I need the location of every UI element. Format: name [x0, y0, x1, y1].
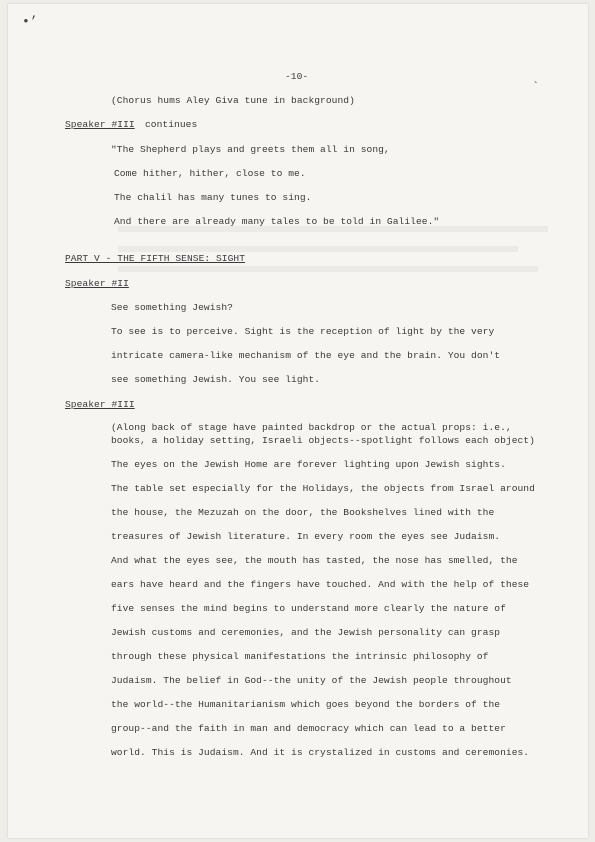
poem-line: "The Shepherd plays and greets them all in song, — [111, 144, 390, 155]
dialogue-line: five senses the mind begins to understand more clearly the nature of — [111, 603, 506, 614]
bleed-through — [118, 246, 518, 252]
dialogue-line: To see is to perceive. Sight is the reception of light by the very — [111, 326, 495, 337]
dialogue-line: Jewish customs and ceremonies, and the Jewish personality can grasp — [111, 627, 501, 638]
poem-line: And there are already many tales to be told in Galilee." — [114, 216, 440, 227]
dialogue-line: And what the eyes see, the mouth has tasted, the nose has smelled, the — [111, 555, 518, 566]
stage-direction: (Chorus hums Aley Giva tune in background) — [111, 95, 355, 106]
document-page — [8, 4, 588, 838]
dialogue-line: the house, the Mezuzah on the door, the Bookshelves lined with the — [111, 507, 495, 518]
corner-mark: •’ — [22, 14, 38, 29]
dialogue-line: See something Jewish? — [111, 302, 233, 313]
dialogue-line: see something Jewish. You see light. — [111, 374, 321, 385]
dialogue-line: The table set especially for the Holidays, the objects from Israel around — [111, 483, 535, 494]
bleed-through — [118, 266, 538, 272]
pencil-mark: ` — [532, 80, 540, 94]
speaker-label: Speaker #III — [65, 399, 135, 410]
page-number: -10- — [285, 71, 309, 82]
speaker-label: Speaker #III — [65, 119, 135, 130]
stage-direction: (Along back of stage have painted backdrop or the actual props: i.e., — [111, 422, 512, 433]
dialogue-line: group--and the faith in man and democracy which can lead to a better — [111, 723, 506, 734]
dialogue-line: through these physical manifestations the intrinsic philosophy of — [111, 651, 489, 662]
speaker-label: Speaker #II — [65, 278, 129, 289]
stage-direction: books, a holiday setting, Israeli objects--spotlight follows each object) — [111, 435, 535, 446]
dialogue-line: treasures of Jewish literature. In every room the eyes see Judaism. — [111, 531, 501, 542]
dialogue-line: Judaism. The belief in God--the unity of the Jewish people throughout — [111, 675, 512, 686]
dialogue-line: the world--the Humanitarianism which goes beyond the borders of the — [111, 699, 501, 710]
dialogue-line: intricate camera-like mechanism of the eye and the brain. You don't — [111, 350, 501, 361]
section-heading: PART V - THE FIFTH SENSE: SIGHT — [65, 253, 246, 264]
speaker-continues: continues — [145, 119, 198, 130]
dialogue-line: world. This is Judaism. And it is crystalized in customs and ceremonies. — [111, 747, 530, 758]
dialogue-line: The eyes on the Jewish Home are forever lighting upon Jewish sights. — [111, 459, 506, 470]
dialogue-line: ears have heard and the fingers have touched. And with the help of these — [111, 579, 530, 590]
poem-line: Come hither, hither, close to me. — [114, 168, 306, 179]
poem-line: The chalil has many tunes to sing. — [114, 192, 312, 203]
